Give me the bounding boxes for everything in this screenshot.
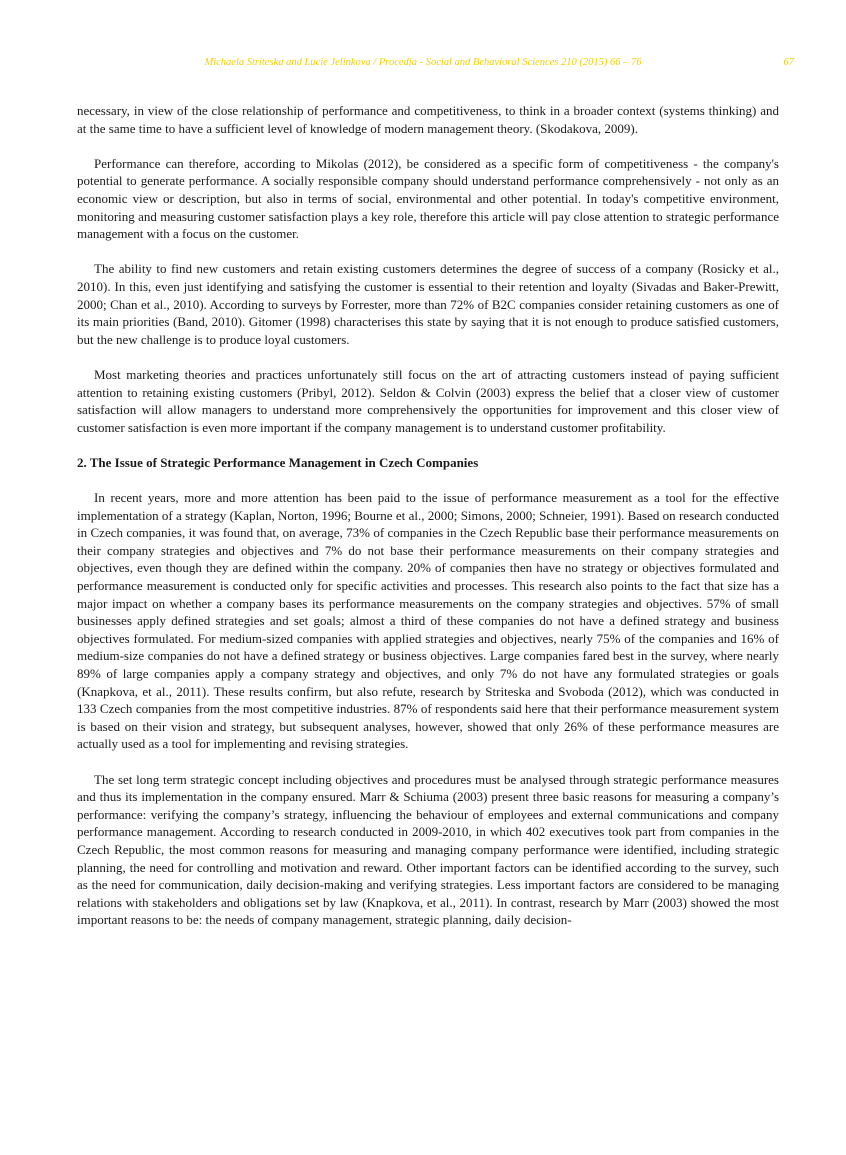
running-header [0,57,846,73]
paragraph-marketing-theories: Most marketing theories and practices unfortunately still focus on the art of attracting customers instead of paying sufficient attention to retaining existing customers (Pribyl, 2012). Seldon & Colvin (2003) express the belief that a closer view of customer satisfaction will allow managers to understand more comprehensively the opportunities for improvement and this closer view of customer satisfaction is even more important if the company management is to understand customer profitability. [77,366,779,435]
paragraph-customer-retention: The ability to find new customers and retain existing customers determines the degree of success of a company (Rosicky et al., 2010). In this, even just identifying and satisfying the customer is essential to their retention and loyalty (Sivadas and Baker-Prewitt, 2000; Chan et al., 2010). According to surveys by Forrester, more than 72% of B2C companies consider retaining customers as one of its main priorities (Band, 2010). Gitomer (1998) characterises this state by saying that it is not enough to produce satisfied customers, but the new challenge is to produce loyal customers. [77,261,779,347]
section-heading: 2. The Issue of Strategic Performance Management in Czech Companies [77,454,479,470]
paragraph-performance-competitiveness: Performance can therefore, according to Mikolas (2012), be considered as a specific form of competitiveness - the company's potential to generate performance. A socially responsible company should understand performance comprehensively - not only as an economic view or description, but also in terms of social, environmental and other potential. In today's competitive environment, monitoring and measuring customer satisfaction plays a key role, therefore this article will pay close attention to strategic performance management with a focus on the customer. [77,155,779,242]
paragraph-continued: necessary, in view of the close relationship of performance and competitiveness, to think in a broader context (systems thinking) and at the same time to have a sufficient level of knowledge of modern management theory. (Skodakova, 2009). [77,103,779,136]
running-title: Michaela Striteska and Lucie Jelinkova / Procedia - Social and Behavioral Sciences 210 (2015) 66 – 76 [204,57,642,68]
article-body [77,102,779,947]
paragraph-czech-research: In recent years, more and more attention has been paid to the issue of performance measurement as a tool for the effective implementation of a strategy (Kaplan, Norton, 1996; Bourne et al., 2000; Simons, 2000; Schneier, 1991). Based on research conducted in Czech companies, it was found that, on average, 73% of companies in the Czech Republic base their performance measurements on their company strategies and objectives and 7% do not base their performance measurements on their company strategies and objectives, even though they are defined within the company. 20% of companies then have no strategy or objectives formulated and performance measurement is conducted only for specific activities and processes. This research also points to the fact that size has a major impact on whether a company bases its performance measurements on the company strategies and objectives. 57% of small businesses apply defined strategies and set goals; almost a third of these companies do not have a defined strategy and business objectives formulated. For medium-sized companies with applied strategies and objectives, nearly 75% of the companies and 16% of medium-size companies do not have a defined strategy or business objectives. Large companies fared best in the survey, where nearly 89% of large companies apply a company strategy and objectives, and only 7% do not have any formulated strategies or goals (Knapkova, et al., 2011). These results confirm, but also refute, research by Striteska and Svoboda (2012), which was conducted in 133 Czech companies from the most competitive industries. 87% of respondents said here that their performance measurement system is based on their vision and strategy, but subsequent analyses, however, showed that only 26% of these performance measures are actually used as a tool for implementing and revising strategies. [77,490,779,752]
page-number: 67 [783,57,794,68]
paragraph-strategic-concept: The set long term strategic concept including objectives and procedures must be analysed through strategic performance measures and thus its implementation in the company ensured. Marr & Schiuma (2003) present three basic reasons for measuring a company’s performance: verifying the company’s strategy, influencing the behaviour of employees and external communications and company performance management. According to research conducted in 2009-2010, in which 402 executives took part from companies in the Czech Republic, the most common reasons for measuring and managing company performance were identified, including strategic planning, the need for controlling and motivation and reward. Other important factors can be identified according to the survey, such as the need for communication, daily decision-making and verifying strategies. Less important factors are considered to be managing relations with stakeholders and obligations set by law (Knapkova, et al., 2011). In contrast, research by Marr (2003) showed the most important reasons to be: the needs of company management, strategic planning, daily decision- [77,771,779,928]
